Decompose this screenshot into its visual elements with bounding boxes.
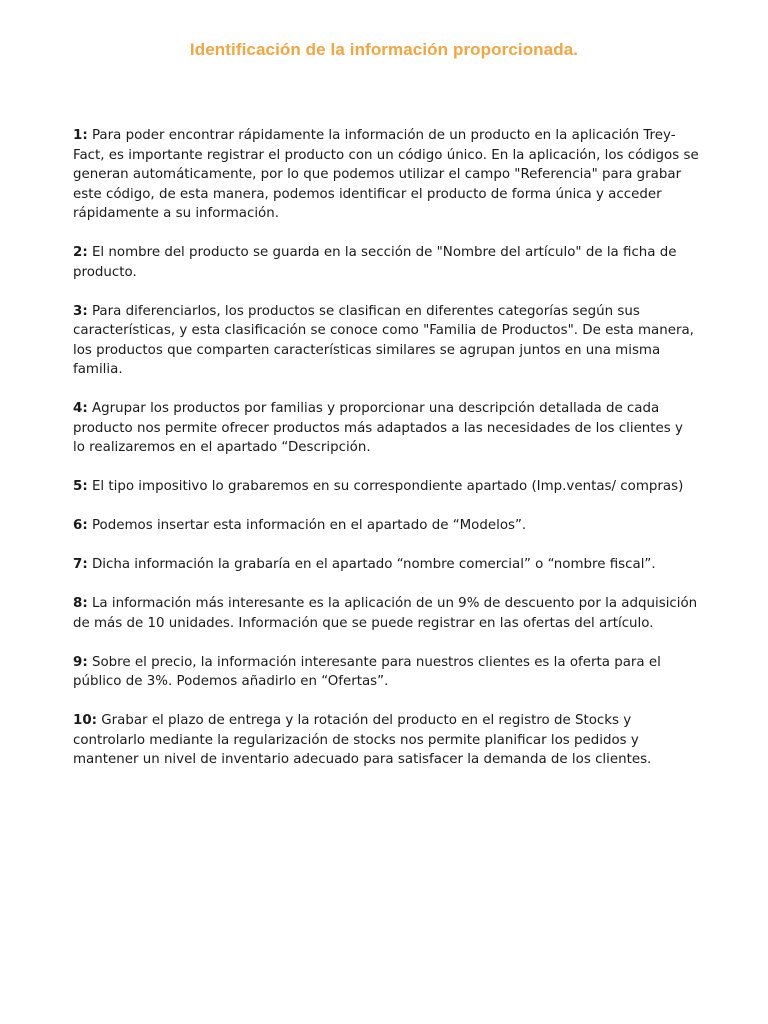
item-number: 8: (73, 596, 88, 611)
list-item (73, 302, 699, 380)
item-text: El nombre del producto se guarda en la sección de "Nombre del artículo" de la ficha de producto. (73, 245, 677, 280)
item-text: Para poder encontrar rápidamente la información de un producto en la aplicación Trey-Fact, es importante registrar el producto con un código único. En la aplicación, los códigos se generan automáticamente, por lo que podemos utilizar el campo "Referencia" para grabar este código, de esta manera, podemos identificar el producto de forma única y acceder rápidamente a su información. (73, 128, 699, 221)
item-number: 5: (73, 479, 88, 494)
item-text: Para diferenciarlos, los productos se clasifican en diferentes categorías según sus características, y esta clasificación se conoce como "Familia de Productos". De esta manera, los productos que comparten características similares se agrupan juntos en una misma familia. (73, 303, 694, 377)
item-text: Agrupar los productos por familias y proporcionar una descripción detallada de cada producto nos permite ofrecer productos más adaptados a las necesidades de los clientes y lo realizaremos en el apartado “Descripción. (73, 401, 683, 455)
item-number: 2: (73, 245, 88, 260)
list-item (73, 477, 699, 497)
answer-list (73, 126, 699, 789)
list-item (73, 594, 699, 633)
item-number: 7: (73, 557, 88, 572)
item-text: Dicha información la grabaría en el apartado “nombre comercial” o “nombre fiscal”. (91, 557, 656, 572)
list-item (73, 399, 699, 458)
item-text: El tipo impositivo lo grabaremos en su correspondiente apartado (Imp.ventas/ compras) (91, 479, 684, 494)
list-item (73, 555, 699, 575)
item-number: 9: (73, 654, 88, 670)
item-number: 10: (73, 713, 97, 728)
item-text: Podemos insertar esta información en el apartado de “Modelos”. (91, 518, 527, 533)
list-item (73, 516, 699, 536)
list-item (73, 126, 699, 224)
item-text: Sobre el precio, la información interesante para nuestros clientes es la oferta para el público de 3%. Podemos añadirlo en “Ofertas”. (73, 654, 661, 689)
list-item (73, 653, 699, 692)
document-title: Identificación de la información proporcionada. (189, 40, 579, 59)
item-number: 6: (73, 518, 88, 533)
item-number: 4: (73, 401, 88, 416)
list-item (73, 711, 699, 770)
item-number: 3: (73, 303, 88, 319)
list-item (73, 243, 699, 282)
item-text: La información más interesante es la aplicación de un 9% de descuento por la adquisición de más de 10 unidades. Información que se puede registrar en las ofertas del artículo. (73, 596, 698, 631)
item-text: Grabar el plazo de entrega y la rotación del producto en el registro de Stocks y controlarlo mediante la regularización de stocks nos permite planificar los pedidos y mantener un nivel de inventario adecuado para satisfacer la demanda de los clientes. (73, 713, 652, 767)
item-number: 1: (73, 128, 88, 143)
